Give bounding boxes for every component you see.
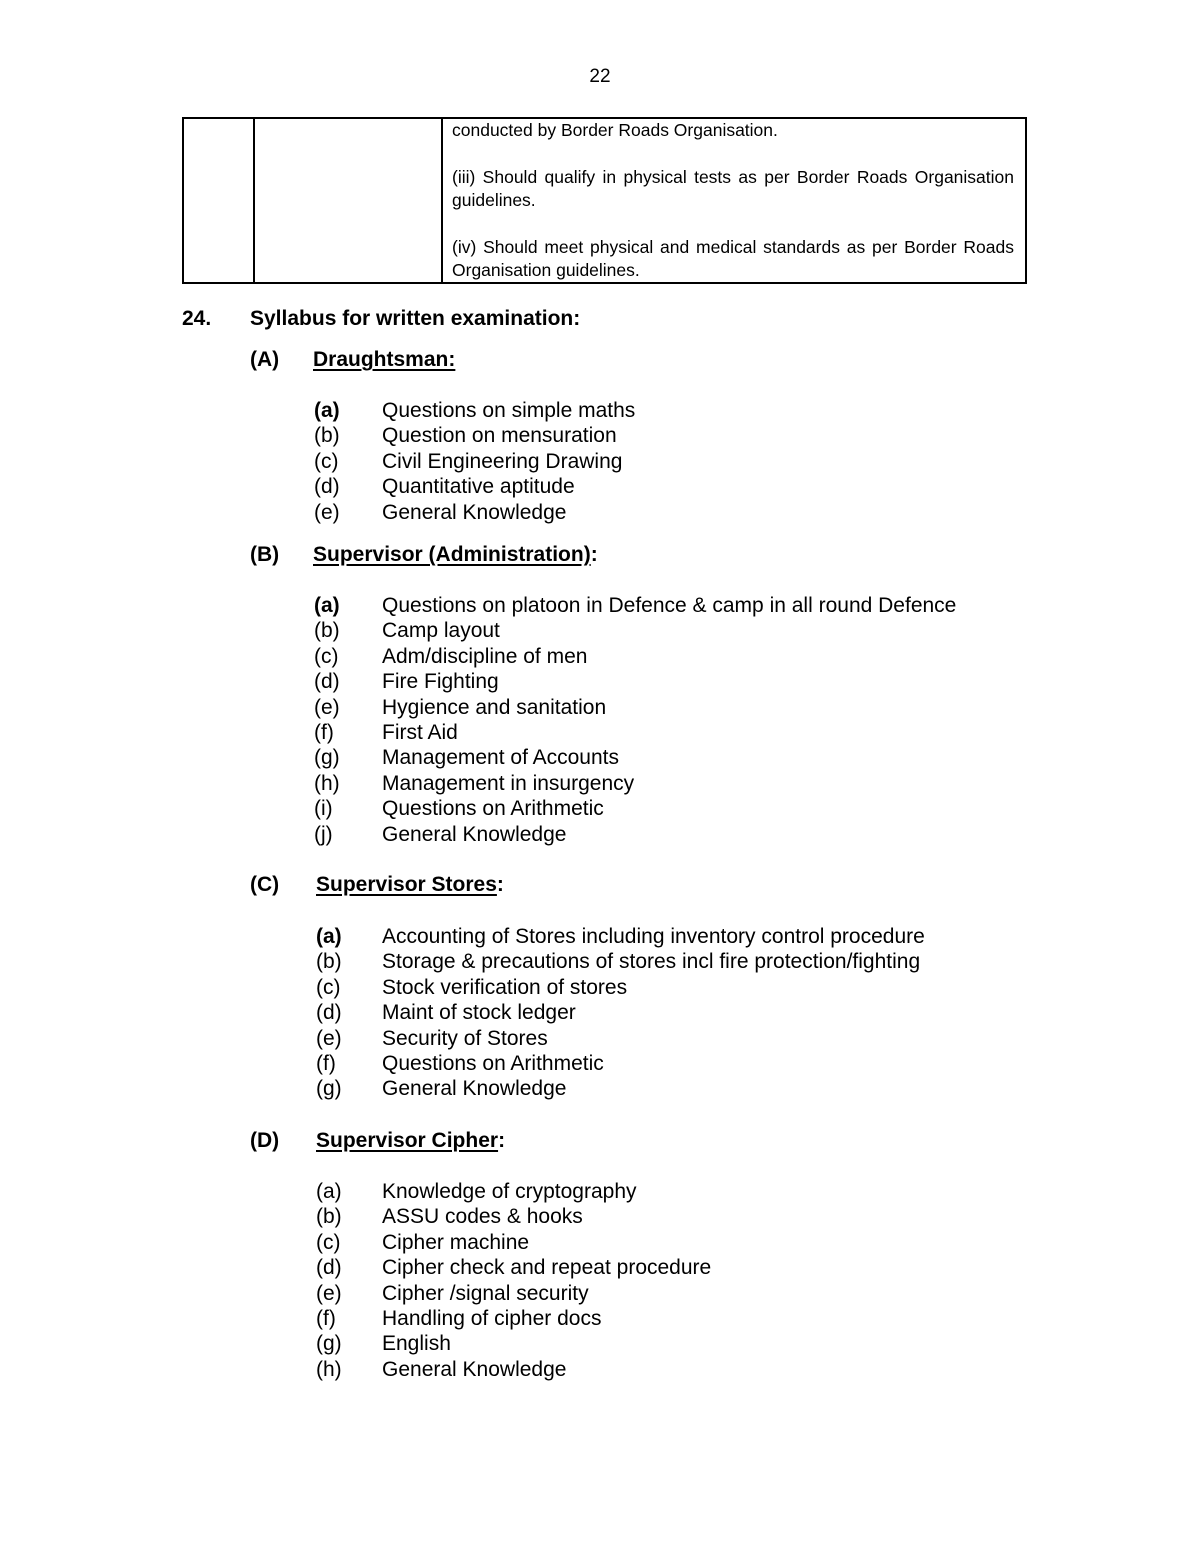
list-text: Accounting of Stores including inventory control procedure: [382, 925, 925, 948]
list-marker: (i): [314, 797, 333, 821]
list-text: Questions on Arithmetic: [382, 797, 604, 821]
list-item: [316, 1204, 1036, 1229]
table-cell-serial: [183, 118, 254, 283]
list-marker: (h): [314, 771, 340, 795]
subsection-title-text: Supervisor (Administration): [313, 543, 591, 566]
syllabus-list-supervisor-administration: [314, 593, 1034, 847]
list-marker: (d): [316, 1256, 342, 1280]
subsection-label: (D): [250, 1129, 280, 1152]
list-item: [316, 1357, 1036, 1382]
list-text: General Knowledge: [382, 822, 567, 846]
list-marker: (b): [316, 1205, 342, 1229]
subsection-title-suffix: :: [496, 873, 504, 896]
table-cell-requirements: [442, 118, 1026, 283]
list-marker: (b): [316, 950, 342, 974]
list-marker: (j): [314, 822, 333, 846]
list-text: Civil Engineering Drawing: [382, 449, 623, 473]
subsection-label: (C): [250, 873, 280, 896]
list-text: English: [382, 1332, 451, 1356]
list-marker: (c): [314, 644, 339, 668]
list-marker: (e): [314, 695, 340, 719]
list-item: [314, 423, 1034, 448]
list-item: [316, 1306, 1036, 1331]
list-marker: (a): [314, 594, 340, 617]
list-marker: (e): [316, 1281, 342, 1305]
list-marker: (g): [316, 1077, 342, 1101]
list-text: General Knowledge: [382, 500, 567, 524]
list-marker: (d): [314, 670, 340, 694]
list-text: Management in insurgency: [382, 771, 635, 795]
subsection-title: [313, 543, 598, 567]
subsection-title-suffix: :: [590, 543, 598, 566]
list-item: [314, 771, 1034, 796]
list-text: First Aid: [382, 720, 458, 744]
list-item: [314, 500, 1034, 525]
list-text: Fire Fighting: [382, 670, 499, 694]
list-item: [316, 1051, 1036, 1076]
list-item: [316, 1255, 1036, 1280]
subsection-title-text: Draughtsman:: [313, 348, 456, 371]
list-text: Hygience and sanitation: [382, 695, 607, 719]
list-item: [314, 618, 1034, 643]
list-text: Knowledge of cryptography: [382, 1180, 637, 1203]
list-text: Security of Stores: [382, 1026, 548, 1050]
list-marker: (g): [314, 746, 340, 770]
syllabus-list-supervisor-stores: [316, 924, 1036, 1102]
table-paragraph: (iii) Should qualify in physical tests as per Border Roads Organisation guidelines.: [452, 167, 1014, 210]
list-item: [316, 1000, 1036, 1025]
list-marker: (f): [316, 1306, 336, 1330]
list-item: [314, 644, 1034, 669]
table-paragraph: conducted by Border Roads Organisation.: [452, 120, 778, 140]
list-marker: (d): [314, 475, 340, 499]
list-item: [316, 1281, 1036, 1306]
list-item: [316, 975, 1036, 1000]
table-cell-post: [254, 118, 442, 283]
section-title: Syllabus for written examination:: [250, 307, 581, 330]
list-marker: (a): [314, 399, 340, 422]
list-item: [316, 1230, 1036, 1255]
list-item: [316, 949, 1036, 974]
list-item: [314, 695, 1034, 720]
list-text: Handling of cipher docs: [382, 1306, 602, 1330]
subsection-title-text: Supervisor Stores: [316, 873, 497, 896]
list-text: Camp layout: [382, 619, 500, 643]
list-text: Adm/discipline of men: [382, 644, 588, 668]
list-text: Cipher machine: [382, 1230, 530, 1254]
list-marker: (c): [314, 449, 339, 473]
list-marker: (f): [316, 1051, 336, 1075]
list-item: [316, 1331, 1036, 1356]
page-number: 22: [589, 66, 611, 87]
subsection-title: [316, 1129, 505, 1153]
syllabus-list-draughtsman: [314, 398, 1034, 525]
list-marker: (b): [314, 619, 340, 643]
list-marker: (h): [316, 1357, 342, 1381]
subsection-title-text: Supervisor Cipher: [316, 1129, 499, 1152]
list-marker: (a): [316, 925, 342, 948]
list-item: [314, 593, 1034, 618]
list-text: General Knowledge: [382, 1357, 567, 1381]
list-item: [314, 720, 1034, 745]
list-item: [314, 474, 1034, 499]
list-marker: (f): [314, 720, 334, 744]
section-number: 24.: [182, 307, 212, 330]
list-text: ASSU codes & hooks: [382, 1205, 583, 1229]
list-item: [314, 796, 1034, 821]
list-text: Questions on platoon in Defence & camp in all round Defence: [382, 594, 957, 617]
subsection-title: [313, 348, 455, 372]
list-item: [314, 745, 1034, 770]
list-item: [314, 822, 1034, 847]
syllabus-list-supervisor-cipher: [316, 1179, 1036, 1382]
list-text: Cipher check and repeat procedure: [382, 1256, 712, 1280]
list-marker: (e): [314, 500, 340, 524]
list-item: [316, 1076, 1036, 1101]
list-text: Quantitative aptitude: [382, 475, 575, 499]
list-text: Stock verification of stores: [382, 975, 628, 999]
subsection-label: (A): [250, 348, 280, 371]
list-text: General Knowledge: [382, 1077, 567, 1101]
subsection-title: [316, 873, 504, 897]
list-marker: (c): [316, 975, 341, 999]
list-text: Questions on simple maths: [382, 399, 636, 422]
table-paragraph: (iv) Should meet physical and medical standards as per Border Roads Organisation guidelines.: [452, 237, 1014, 280]
list-marker: (a): [316, 1180, 342, 1203]
list-marker: (d): [316, 1001, 342, 1025]
subsection-label: (B): [250, 543, 280, 566]
list-marker: (c): [316, 1230, 341, 1254]
list-text: Question on mensuration: [382, 424, 617, 448]
list-text: Maint of stock ledger: [382, 1001, 576, 1025]
list-text: Cipher /signal security: [382, 1281, 589, 1305]
list-item: [316, 1179, 1036, 1204]
list-text: Questions on Arithmetic: [382, 1051, 604, 1075]
list-marker: (g): [316, 1332, 342, 1356]
list-text: Storage & precautions of stores incl fire protection/fighting: [382, 950, 921, 974]
list-marker: (b): [314, 424, 340, 448]
list-item: [314, 669, 1034, 694]
continued-table: [182, 117, 1027, 284]
subsection-title-suffix: :: [498, 1129, 506, 1152]
list-text: Management of Accounts: [382, 746, 619, 770]
list-item: [316, 924, 1036, 949]
list-marker: (e): [316, 1026, 342, 1050]
list-item: [316, 1026, 1036, 1051]
list-item: [314, 449, 1034, 474]
list-item: [314, 398, 1034, 423]
